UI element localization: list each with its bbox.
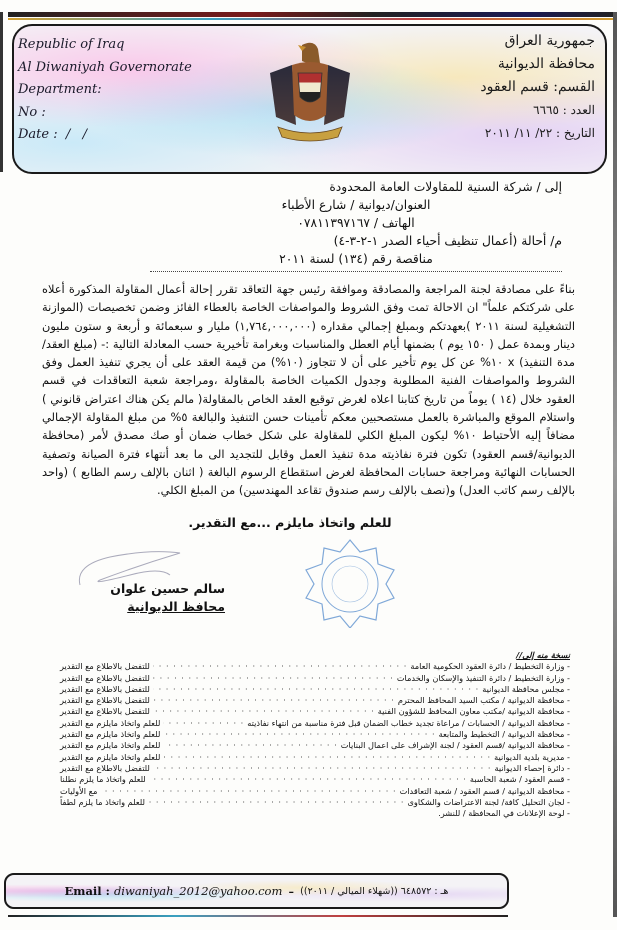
cc-item: - محافظة الديوانية / الحسابات / مراعاة تجديد خطاب الضمان قبل فترة مناسبة من انتهاء نفاذيته · · · للعلم واتخاذ مايلزم مع التقدير <box>60 718 570 729</box>
letter-body-paragraph: بناءً على مصادقة لجنة المراجعة والمصادقة وموافقة رئيس جهة التعاقد تقرر إحالة أعمال المقاولة المذكورة أعلاه على شركتكم علماً" ان الاحالة تمت وفق الشروط والمواصفات الخاصة بالعطاء الفائز وضمن تخصيصات (الموازنة التشغيلية لسنة ٢٠١١ )بعهدتكم وبمبلغ إجمالي مقداره (١,٧٦٤,٠٠٠,٠٠٠) مليار و سبعمائة و أربعة و ستون مليون دينار وبمدة عمل ( ١٥٠ يوم ) بضمنها أيام العطل والمناسبات وبغرامة تأخيرية حسب المعادلة التالية :- (مبلغ العقد/ مدة التنفيذ) x ١٠% عن كل يوم تأخير على أن لا تتجاوز (١٠%) من قيمة العقد على أن يجري تنفيذ العمل وفق الشروط والمواصفات الفنية المطلوبة وجدول الكميات الخاصة بالمقاولة ،ومراجعة شعبة التعاقدات في قسم العقود خلال (١٤ ) يوماً من تاريخ كتابنا اعلاه لغرض توقيع العقد الخاص بالمقاولة( مالم يكن هناك اعتراض قانوني ) واستلام الموقع والمباشرة بالعمل مستصحبين معكم تأمينات حسن التنفيذ والبالغة ٥% من مبلغ المقاولة الإجمالي مضافاً إليه الأحتياط ١٠% ليكون المبلغ الكلي للمقاولة على شكل خطاب ضمان أو صك مصدق لأمر (محافظة الديوانية/قسم العقود) تكون فترة نفاذيته مدة تنفيذ العمل وقابل للتجديد الى ما بعد أنتهاء فترة الصيانة وتصفية الحسابات النهائية ومراجعة حسابات المحافظة لغرض استقطاع الرسوم البالغة ( اثنان بالإلف رسم الطابع ) (واحد بالإلف رسم كاتب العدل) و(نصف بالإلف رسم صندوق تقاعد المهندسين) من المبلغ الكلي. <box>42 282 575 498</box>
arabic-governorate: محافظة الديوانية <box>497 56 595 72</box>
footer-email-line <box>65 884 283 898</box>
top-color-rule <box>8 18 617 20</box>
top-border-rule <box>8 12 617 17</box>
signatory-title: محافظ الديوانية <box>127 599 225 614</box>
cc-item: - مجلس محافظة الديوانية · · · للتفضل بالاطلاع مع التقدير <box>60 684 570 695</box>
recipient-company: إلى / شركة السنية للمقاولات العامة المحدودة <box>329 180 562 194</box>
cc-item: - محافظة الديوانية / التخطيط والمتابعة · · · للعلم واتخاذ مايلزم مع التقدير <box>60 729 570 740</box>
tender-number: مناقصة رقم (١٣٤) لسنة ٢٠١١ <box>279 252 433 266</box>
right-scan-edge <box>613 12 617 917</box>
arabic-letterhead <box>395 30 595 145</box>
english-no-label: No : <box>18 104 46 120</box>
cc-item: - مديرية بلدية الديوانية · · · للعلم واتخاذ مايلزم مع التقدير <box>60 752 570 763</box>
cc-item: - محافظة الديوانية / مكتب السيد المحافظ المحترم · · · للتفضل بالاطلاع مع التقدير <box>60 695 570 706</box>
cc-item: - وزارة التخطيط / دائرة العقود الحكومية العامة · · · للتفضل بالاطلاع مع التقدير <box>60 661 570 672</box>
cc-item: - محافظة الديوانية / قسم العقود / شعبة التعاقدات · · · مع الأوليات <box>60 786 570 797</box>
left-scan-edge <box>0 12 3 172</box>
footer-dash: - <box>288 881 295 901</box>
english-letterhead <box>18 34 192 147</box>
footer-box <box>4 873 509 909</box>
iraq-eagle-emblem-icon <box>262 35 358 147</box>
cc-item: - محافظة الديوانية /مكتب معاون المحافظ للشؤون الفنية · · · للتفضل بالاطلاع مع التقدير <box>60 706 570 717</box>
signature-block <box>75 580 225 616</box>
english-department-label: Department: <box>18 82 102 97</box>
recipient-phone: الهاتف / ٠٧٨١١٣٩٧١٦٧ <box>297 216 415 230</box>
dotted-separator <box>150 269 562 272</box>
cc-item: - وزارة التخطيط / دائرة التنفيذ والإسكان والخدمات · · · للتفضل بالاطلاع مع التقدير <box>60 673 570 684</box>
cc-item: - لوحة الإعلانات في المحافظة / للنشر. <box>438 808 570 819</box>
english-governorate: Al Diwaniyah Governorate <box>18 59 192 75</box>
arabic-date: التاريخ : ٢٢/ ١١/ ٢٠١١ <box>484 126 595 140</box>
letter-subject: م/ أحالة (أعمال تنظيف أحياء الصدر ١-٢-٣-٤) <box>333 234 562 248</box>
cc-item: - لجان التحليل كافة/ لجنة الاعتراضات والشكاوى · · · للعلم واتخاذ ما يلزم لطفاً <box>60 797 570 808</box>
email-label: Email : <box>64 884 110 898</box>
cc-title: نسخة منه إلى// <box>516 650 570 660</box>
english-date-label: Date : / / <box>18 127 88 142</box>
recipient-address: العنوان/ديوانية / شارع الأطباء <box>281 198 431 212</box>
official-seal-icon <box>300 538 400 628</box>
bottom-color-rule <box>8 915 508 917</box>
closing-line: للعلم واتخاذ مايلزم ...مع التقدير. <box>188 515 392 530</box>
cc-item: - محافظة الديوانية /قسم العقود / لجنة الإشراف على اعمال البنايات · · · للعلم واتخاذ مايلزم مع التقدير <box>60 740 570 751</box>
english-country: Republic of Iraq <box>18 37 125 52</box>
signatory-name: سالم حسين علوان <box>110 581 225 596</box>
cc-item: - دائرة إحصاء الديوانية · · · للتفضل بالاطلاع مع التقدير <box>60 763 570 774</box>
footer-phone-note: هـ : ٦٤٨٥٧٢ ((شهلاء الميالي / ٢٠١١)) <box>300 885 449 897</box>
cc-item: - قسم العقود / شعبة الحاسبة · · · للعلم واتخاذ ما يلزم نطلنا <box>60 774 570 785</box>
arabic-number: العدد : ٦٦٦٥ <box>533 103 595 117</box>
arabic-department: القسم: قسم العقود <box>480 79 595 95</box>
email-address-link[interactable]: diwaniyah_2012@yahoo.com <box>113 884 283 898</box>
cc-list <box>60 650 570 819</box>
arabic-country: جمهورية العراق <box>504 33 595 49</box>
recipient-block <box>150 178 562 272</box>
